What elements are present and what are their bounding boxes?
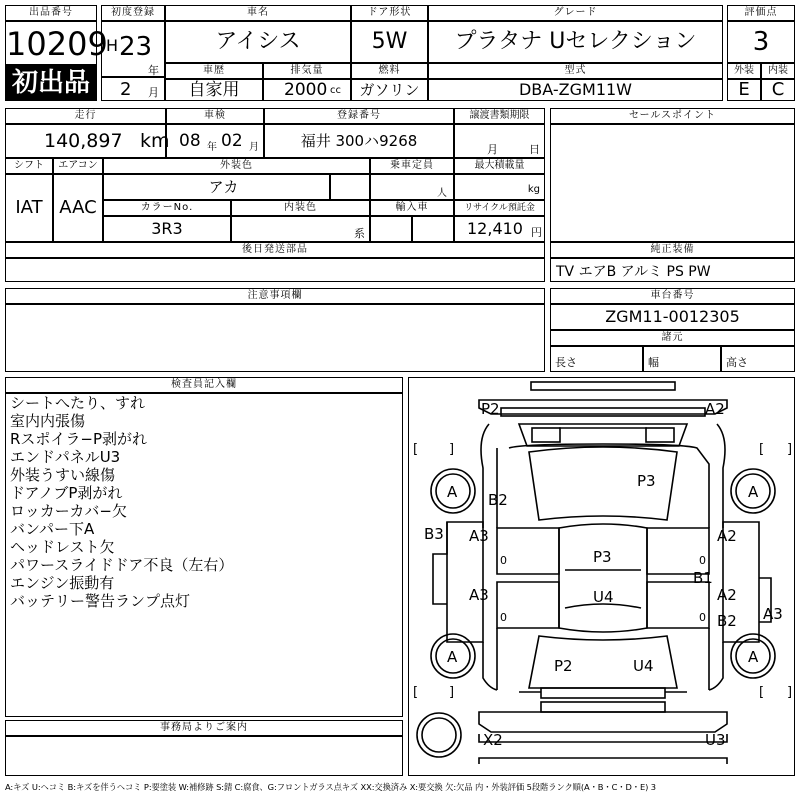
reg-month-unit: 月 (148, 86, 159, 99)
aircon-header: エアコン (53, 158, 103, 174)
transfer-day: 日 (529, 143, 540, 156)
max-load-header: 最大積載量 (454, 158, 545, 174)
equipment-cell (550, 258, 795, 282)
first-reg-header: 初度登録 (101, 5, 165, 21)
capacity-header: 乗車定員 (370, 158, 454, 174)
mark-u4-mid: U4 (593, 588, 614, 606)
comment-line: シートへたり、すれ (10, 394, 146, 412)
tire-fl: A (447, 483, 458, 501)
interior-header: 内装 (761, 63, 795, 79)
zero-4: 0 (699, 611, 706, 624)
displacement: 2000 (284, 80, 328, 100)
mark-a3-right: A3 (763, 605, 783, 623)
bracket-l3: [ (413, 685, 419, 700)
comment-line: ロッカーカバ−欠 (10, 502, 127, 520)
dim-length: 長さ (555, 356, 577, 369)
door-type: 5W (351, 21, 428, 63)
capacity-unit: 人 (437, 188, 447, 199)
shift-header: シフト (5, 158, 53, 174)
mileage-unit: km (140, 130, 170, 152)
notes-header: 注意事項欄 (5, 288, 545, 304)
dimensions-header: 諸元 (550, 330, 795, 346)
bracket-r2: ] (787, 442, 793, 457)
displacement-cell (263, 79, 351, 101)
bracket-r4: ] (787, 685, 793, 700)
recycle-cell (454, 216, 545, 242)
capacity-cell (370, 174, 454, 200)
car-name-header: 車名 (165, 5, 351, 21)
car-name: アイシス (165, 21, 351, 63)
comment-line: バッテリー警告ランプ点灯 (10, 592, 191, 610)
mark-a2-r1: A2 (717, 527, 737, 545)
mark-p3-mid: P3 (593, 548, 612, 566)
equipment: TV エアB アルミ PS PW (556, 264, 711, 280)
mark-p2-bot: P2 (554, 657, 573, 675)
inspection-month: 02 (221, 131, 243, 151)
sales-points-header: セールスポイント (550, 108, 795, 124)
mark-b1: B1 (693, 569, 713, 587)
mileage-cell (5, 124, 170, 158)
later-parts-cell (5, 258, 545, 282)
mark-a2-top: A2 (705, 400, 725, 418)
exterior-grade: E (727, 79, 761, 101)
interior-grade: C (761, 79, 795, 101)
ext-color-cell (103, 174, 330, 200)
lot-no: 10209 (6, 25, 108, 63)
mark-a3-l2: A3 (469, 586, 489, 604)
notes-cell (5, 304, 545, 372)
bracket-r1: ] (449, 442, 455, 457)
reg-month: 2 (120, 79, 132, 100)
office-header: 事務局よりご案内 (5, 720, 403, 736)
bracket-r3: ] (449, 685, 455, 700)
bracket-l2: [ (759, 442, 765, 457)
score: 3 (727, 21, 795, 63)
fuel-header: 燃料 (351, 63, 428, 79)
registration-no: 福井 300ハ9268 (264, 124, 454, 158)
mark-a2-r2: A2 (717, 586, 737, 604)
inspection-m-unit: 月 (249, 142, 259, 153)
color-no-header: カラーNo. (103, 200, 231, 216)
reg-month-cell (101, 77, 165, 101)
score-header: 評価点 (727, 5, 795, 21)
inspection-header: 車検 (166, 108, 264, 124)
displacement-header: 排気量 (263, 63, 351, 79)
comment-line: エンジン振動有 (10, 574, 115, 592)
first-reg-cell (101, 21, 165, 77)
import-cell-2 (412, 216, 454, 242)
equipment-header: 純正装備 (550, 242, 795, 258)
displacement-unit: cc (330, 85, 341, 96)
mark-p2-top: P2 (481, 400, 500, 418)
int-color-unit: 系 (354, 227, 365, 240)
first-listing-text: 初出品 (11, 68, 90, 98)
inspection-y-unit: 年 (207, 142, 217, 153)
load-unit: kg (527, 184, 540, 195)
registration-header: 登録番号 (264, 108, 454, 124)
color-no: 3R3 (103, 216, 231, 242)
bracket-l1: [ (413, 442, 419, 457)
transfer-month: 月 (487, 143, 498, 156)
comment-line: 室内内張傷 (10, 412, 86, 430)
ext-color: アカ (208, 178, 239, 196)
comment-line: パワースライドドア不良（左右） (10, 556, 234, 574)
inspector-header: 検査員記入欄 (5, 377, 403, 393)
dim-width: 幅 (648, 356, 659, 369)
dim-height: 高さ (726, 356, 748, 369)
inspection-cell (166, 124, 264, 158)
transfer-doc-header: 譲渡書類期限 (454, 108, 545, 124)
grade: プラタナ Uセレクション (428, 21, 723, 63)
max-load-cell (454, 174, 545, 200)
grade-header: グレード (428, 5, 723, 21)
zero-3: 0 (500, 611, 507, 624)
comment-line: Rスポイラ−P剥がれ (10, 430, 148, 448)
ext-color-blank (330, 174, 370, 200)
dim-height-cell (721, 346, 795, 372)
model-header: 型式 (428, 63, 723, 79)
era: H (106, 36, 119, 55)
comment-line: エンドパネルU3 (10, 448, 121, 466)
sales-points-cell (550, 124, 795, 242)
legend: A:キズ U:ヘコミ B:キズを伴うヘコミ P:要塗装 W:補修跡 S:錆 C:腐食、G:フロントガラス点キズ XX:交換済み X:要交換 欠:欠品 内・外装評価 5段階ランク順(A・B・C・D・E) 3 (5, 782, 656, 792)
mark-a3-l1: A3 (469, 527, 489, 545)
comment-line: 外装うすい線傷 (10, 466, 116, 484)
model: DBA-ZGM11W (428, 79, 723, 101)
mark-u3: U3 (705, 731, 726, 749)
int-color-header: 内装色 (231, 200, 370, 216)
tire-rr: A (748, 648, 759, 666)
aircon: AAC (53, 174, 103, 242)
shift: IAT (5, 174, 53, 242)
later-parts-header: 後日発送部品 (5, 242, 545, 258)
mileage-header: 走行 (5, 108, 166, 124)
mark-b3: B3 (424, 525, 444, 543)
mark-u4-bot: U4 (633, 657, 654, 675)
mileage: 140,897 (44, 130, 123, 152)
chassis-header: 車台番号 (550, 288, 795, 304)
inspection-year: 08 (179, 131, 201, 151)
history-header: 車歴 (165, 63, 263, 79)
office-cell (5, 736, 403, 776)
first-listing-badge (5, 65, 97, 101)
exterior-header: 外装 (727, 63, 761, 79)
dim-width-cell (643, 346, 721, 372)
car-diagram (409, 378, 796, 777)
int-color-cell (231, 216, 370, 242)
tire-rl: A (447, 648, 458, 666)
mark-b2-right: B2 (717, 612, 737, 630)
zero-1: 0 (500, 554, 507, 567)
zero-2: 0 (699, 554, 706, 567)
mark-p3-top: P3 (637, 472, 656, 490)
reg-year: 23 (119, 32, 153, 62)
ext-color-header: 外装色 (103, 158, 370, 174)
mark-b2-left: B2 (488, 491, 508, 509)
lot-no-header: 出品番号 (5, 5, 97, 21)
import-cell-1 (370, 216, 412, 242)
reg-year-unit: 年 (148, 64, 159, 77)
chassis-no: ZGM11-0012305 (550, 304, 795, 330)
dim-length-cell (550, 346, 643, 372)
transfer-doc-cell (454, 124, 545, 158)
recycle-fee: 12,410 (467, 219, 523, 238)
history: 自家用 (165, 79, 263, 101)
mark-x2: X2 (483, 731, 503, 749)
car-diagram-frame (408, 377, 795, 776)
bracket-l4: [ (759, 685, 765, 700)
inspector-comments (5, 393, 403, 717)
comment-line: ヘッドレスト欠 (10, 538, 115, 556)
comment-line: ドアノブP剥がれ (10, 484, 123, 502)
comment-line: バンパー下A (10, 520, 95, 538)
tire-fr: A (748, 483, 759, 501)
recycle-unit: 円 (531, 226, 542, 239)
door-type-header: ドア形状 (351, 5, 428, 21)
lot-no-cell (5, 21, 108, 65)
import-header: 輸入車 (370, 200, 454, 216)
fuel: ガソリン (351, 79, 428, 101)
recycle-header: リサイクル預託金 (454, 200, 545, 216)
